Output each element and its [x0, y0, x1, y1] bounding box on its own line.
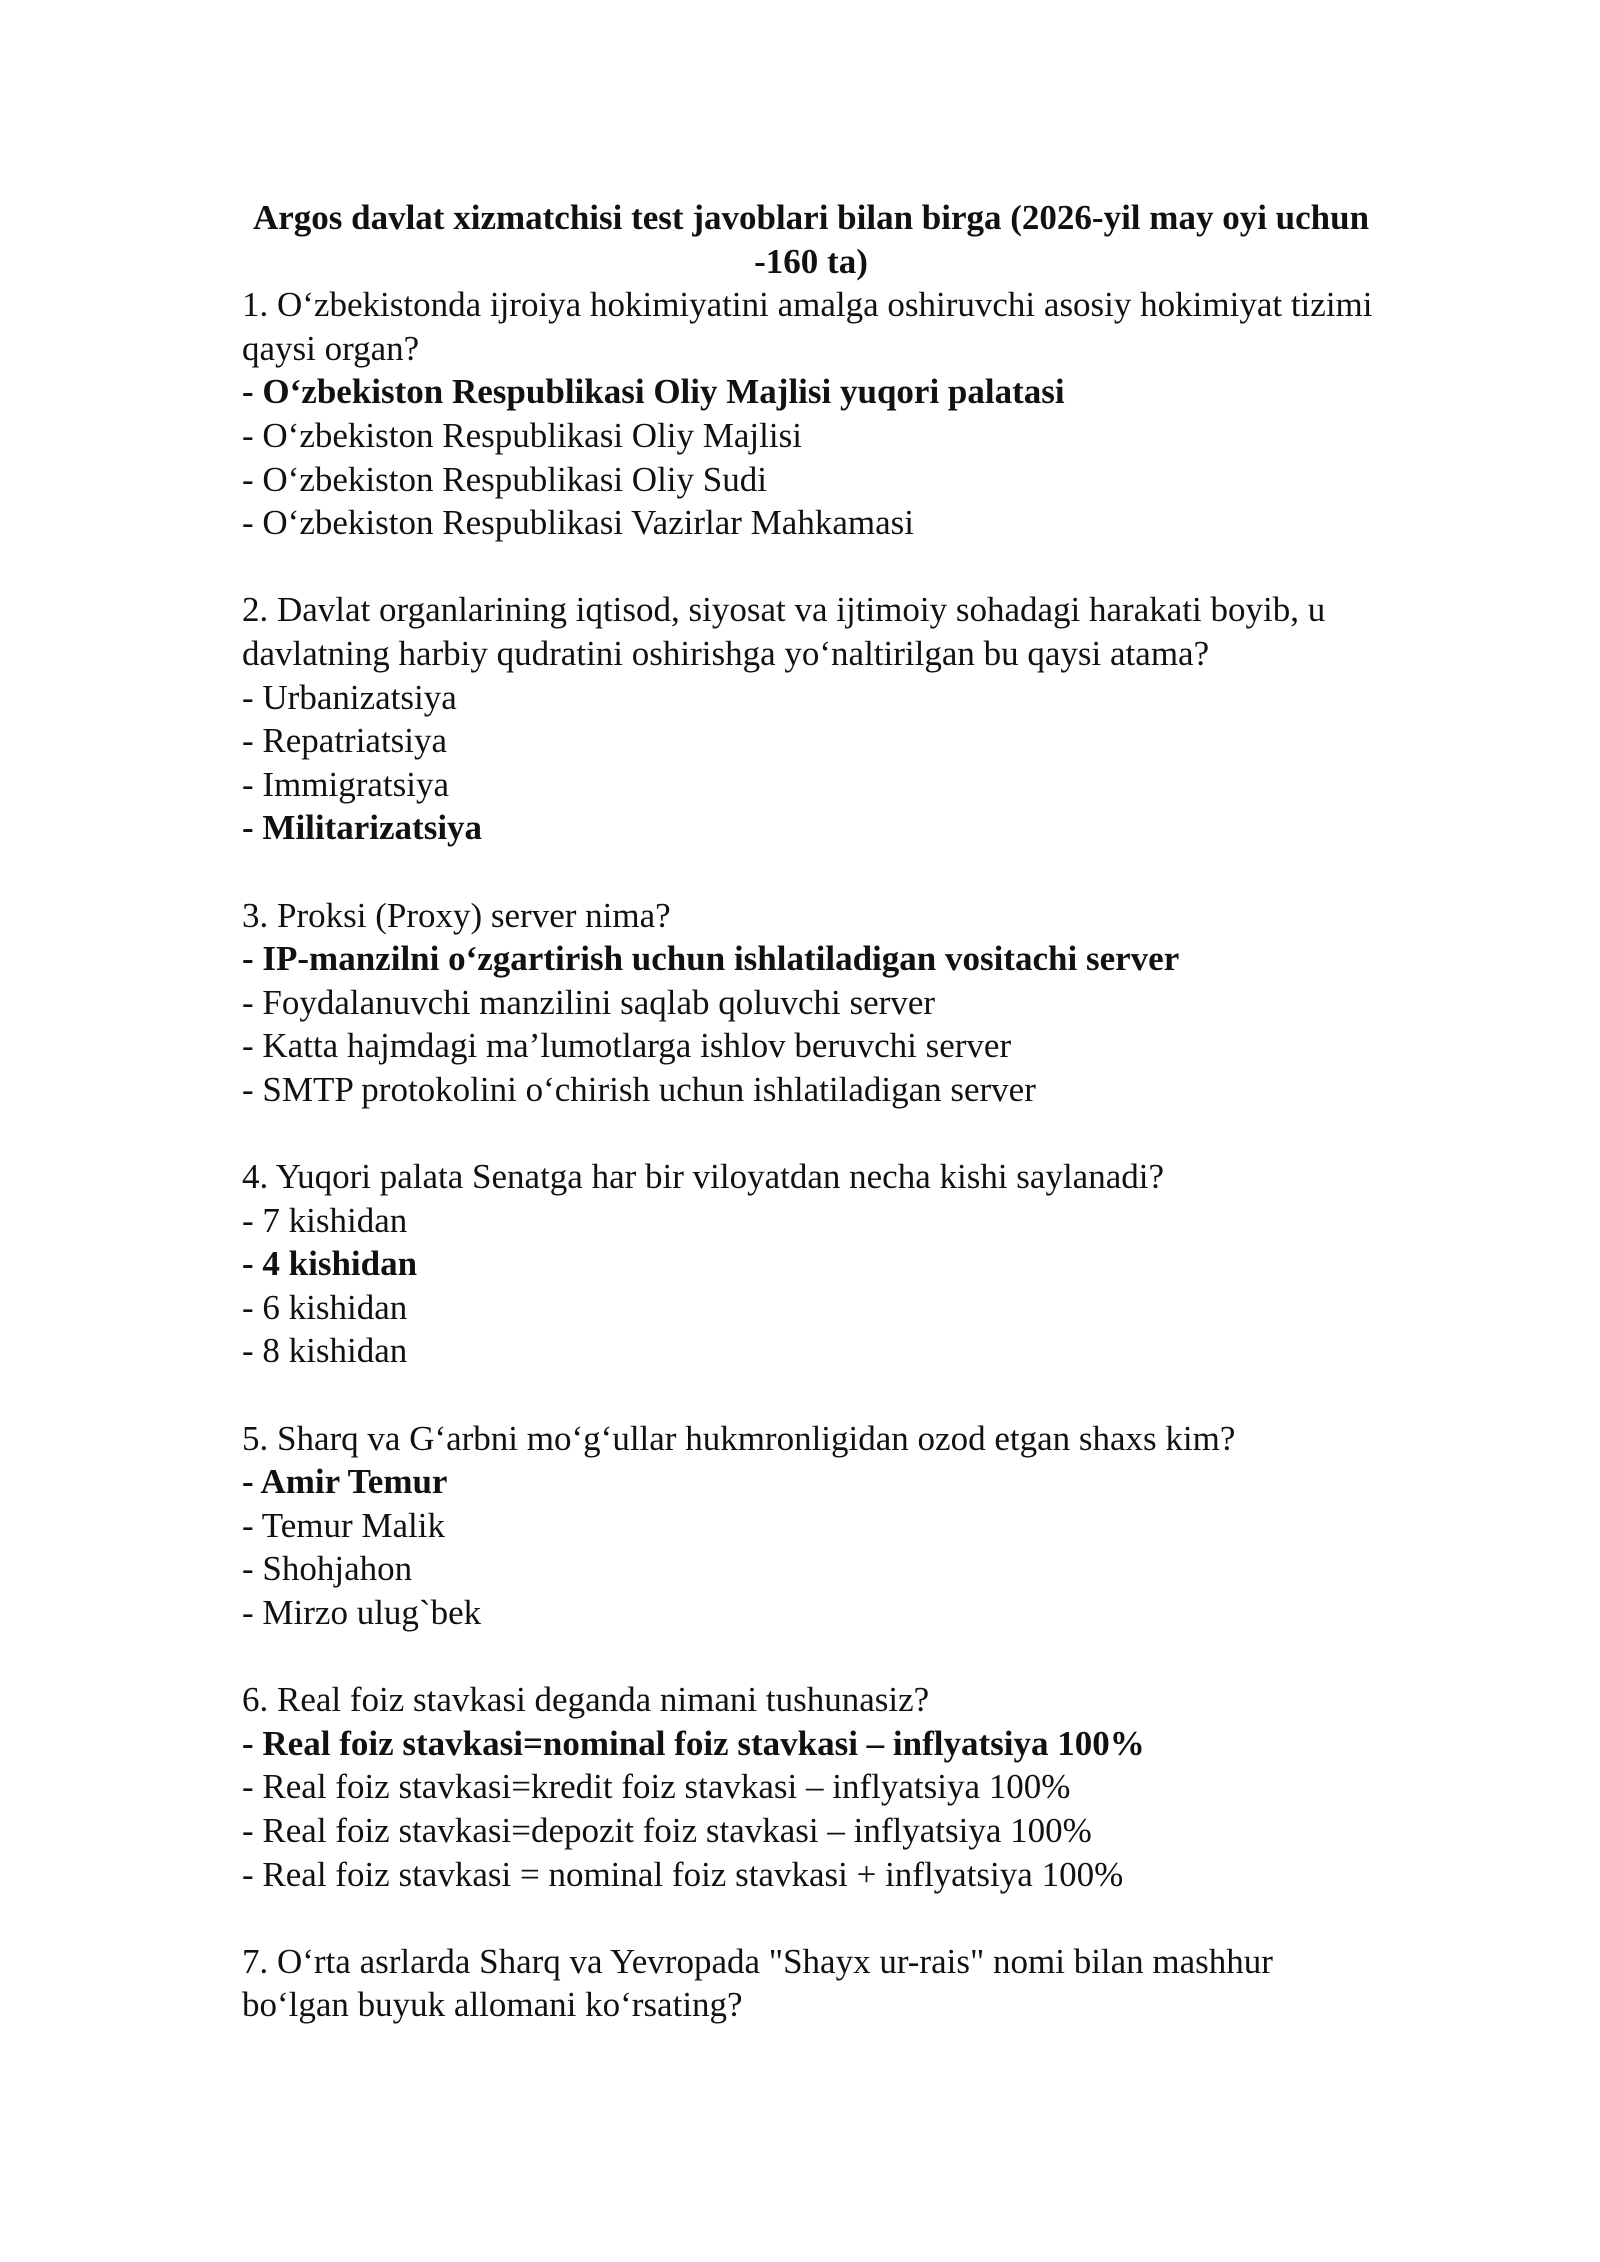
question-block [242, 894, 1380, 1112]
document-page [242, 196, 1380, 2027]
question-text: 4. Yuqori palata Senatga har bir viloyatdan necha kishi saylanadi? [242, 1157, 1165, 1197]
answer-options [242, 1199, 1380, 1373]
answer-option: - Urbanizatsiya [242, 677, 457, 717]
question-text: 2. Davlat organlarining iqtisod, siyosat va ijtimoiy sohadagi harakati boyib, u davlatning harbiy qudratini oshirishga yo‘naltirilgan bu qaysi atama? [242, 590, 1326, 673]
answer-option: - Repatriatsiya [242, 721, 448, 761]
answer-option: - 6 kishidan [242, 1287, 408, 1327]
answer-option: - Mirzo ulug`bek [242, 1593, 482, 1632]
answer-option: - 7 kishidan [242, 1200, 408, 1240]
question-spacer [242, 1111, 1380, 1155]
question-block [242, 283, 1380, 545]
answer-option: - Foydalanuvchi manzilini saqlab qoluvchi server [242, 982, 936, 1022]
answer-option: - Real foiz stavkasi = nominal foiz stavkasi + inflyatsiya 100% [242, 1854, 1124, 1894]
questions-list [242, 283, 1380, 2027]
question-spacer [242, 850, 1380, 894]
question-text: 3. Proksi (Proxy) server nima? [242, 895, 671, 935]
question-spacer [242, 1896, 1380, 1940]
answer-options [242, 937, 1380, 1111]
question-text: 7. O‘rta asrlarda Sharq va Yevropada "Shayx ur-rais" nomi bilan mashhur bo‘lgan buyuk allomani ko‘rsating? [242, 1941, 1273, 2025]
answer-option: - Temur Malik [242, 1505, 445, 1545]
question-block [242, 1417, 1380, 1635]
answer-options [242, 370, 1380, 544]
question-spacer [242, 1373, 1380, 1417]
answer-option: - Katta hajmdagi ma’lumotlarga ishlov beruvchi server [242, 1026, 1012, 1066]
answer-option: - 8 kishidan [242, 1331, 408, 1371]
answer-option: - Real foiz stavkasi=kredit foiz stavkasi – inflyatsiya 100% [242, 1767, 1071, 1807]
answer-option: - O‘zbekiston Respublikasi Oliy Sudi [242, 459, 767, 499]
answer-options [242, 1460, 1380, 1634]
correct-answer-option: - Amir Temur [242, 1462, 448, 1502]
answer-option: - Real foiz stavkasi=depozit foiz stavkasi – inflyatsiya 100% [242, 1810, 1092, 1850]
correct-answer-option: - 4 kishidan [242, 1244, 418, 1284]
question-block [242, 588, 1380, 850]
question-text: 1. O‘zbekistonda ijroiya hokimiyatini amalga oshiruvchi asosiy hokimiyat tizimi qaysi organ? [242, 285, 1373, 368]
answer-option: - Shohjahon [242, 1549, 413, 1589]
question-block [242, 1940, 1380, 2027]
answer-option: - O‘zbekiston Respublikasi Oliy Majlisi [242, 415, 802, 455]
answer-options [242, 1722, 1380, 1896]
answer-option: - SMTP protokolini o‘chirish uchun ishlatiladigan server [242, 1069, 1036, 1109]
correct-answer-option: - Real foiz stavkasi=nominal foiz stavkasi – inflyatsiya 100% [242, 1723, 1145, 1763]
question-block [242, 1678, 1380, 1896]
answer-option: - Immigratsiya [242, 764, 450, 804]
question-text: 5. Sharq va G‘arbni mo‘g‘ullar hukmronligidan ozod etgan shaxs kim? [242, 1418, 1236, 1458]
correct-answer-option: - IP-manzilni o‘zgartirish uchun ishlatiladigan vositachi server [242, 939, 1180, 979]
document-title: Argos davlat xizmatchisi test javoblari bilan birga (2026-yil may oyi uchun -160 ta) [252, 198, 1370, 281]
question-spacer [242, 1635, 1380, 1679]
correct-answer-option: - O‘zbekiston Respublikasi Oliy Majlisi yuqori palatasi [242, 372, 1065, 412]
question-spacer [242, 545, 1380, 589]
question-text: 6. Real foiz stavkasi deganda nimani tushunasiz? [242, 1680, 930, 1720]
correct-answer-option: - Militarizatsiya [242, 808, 483, 848]
answer-option: - O‘zbekiston Respublikasi Vazirlar Mahkamasi [242, 503, 914, 543]
question-block [242, 1155, 1380, 1373]
answer-options [242, 676, 1380, 850]
